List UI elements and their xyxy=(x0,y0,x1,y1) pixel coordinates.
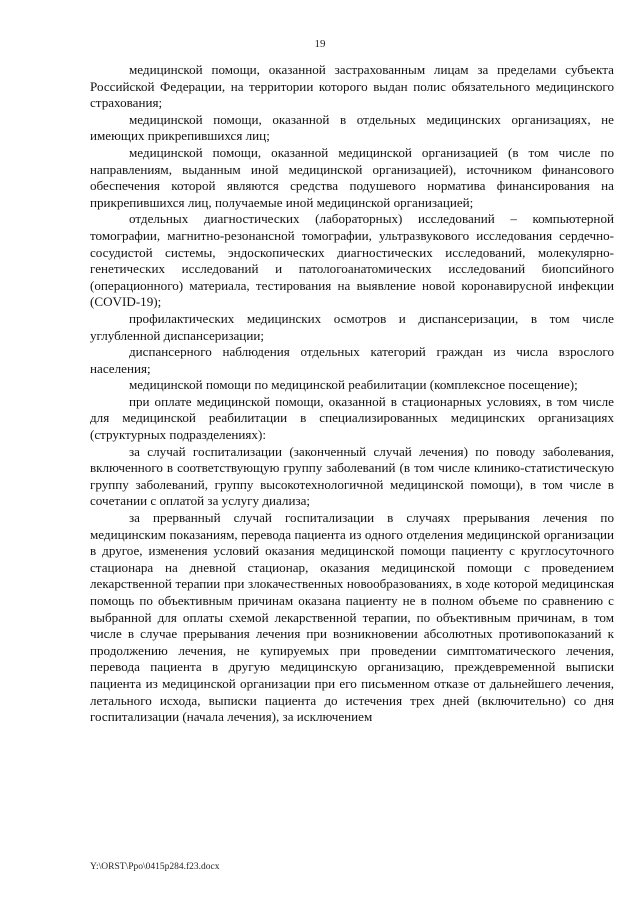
paragraph: при оплате медицинской помощи, оказанной в стационарных условиях, в том числе для медицинской реабилитации в специализированных медицинских организациях (структурных подразделениях): xyxy=(90,393,614,443)
paragraph: отдельных диагностических (лабораторных) исследований – компьютерной томографии, магнитно-резонансной томографии, ультразвукового исследования сердечно-сосудистой системы, эндоскопических диагностических исследований, молекулярно-генетических исследований и патологоанатомических исследований биопсийного (операционного) материала, тестирования на выявление новой коронавирусной инфекции (COVID-19); xyxy=(90,211,614,310)
paragraph: за случай госпитализации (законченный случай лечения) по поводу заболевания, включенного в соответствующую группу заболеваний (в том числе клинико-статистическую группу заболеваний, группу высокотехнологичной медицинской помощи), в том числе в сочетании с оплатой за услугу диализа; xyxy=(90,443,614,509)
page-number: 19 xyxy=(314,38,326,50)
paragraph: медицинской помощи, оказанной застрахованным лицам за пределами субъекта Российской Федерации, на территории которого выдан полис обязательного медицинского страхования; xyxy=(90,62,614,111)
paragraph: медицинской помощи, оказанной в отдельных медицинских организациях, не имеющих прикрепившихся лиц; xyxy=(90,111,614,144)
paragraph: за прерванный случай госпитализации в случаях прерывания лечения по медицинским показаниям, перевода пациента из одного отделения медицинской организации в другое, изменения условий оказания медицинской помощи пациенту с круглосуточного стационара на дневной стационар, оказания медицинской помощи с проведением лекарственной терапии при злокачественных новообразованиях, в ходе которой медицинская помощь по объективным причинам оказана пациенту не в полном объеме по сравнению с выбранной для оплаты схемой лекарственной терапии, по объективным причинам, в том числе в случае прерывания лечения при возникновении абсолютных противопоказаний к продолжению лечения, не купируемых при проведении симптоматического лечения, перевода пациента в другую медицинскую организацию, преждевременной выписки пациента из медицинской организации при его письменном отказе от дальнейшего лечения, летального исхода, выписки пациента до истечения трех дней (включительно) со дня госпитализации (начала лечения), за исключением xyxy=(90,510,614,725)
footer-file-path: Y:\ORST\Ppo\0415p284.f23.docx xyxy=(90,862,220,872)
paragraph: медицинской помощи, оказанной медицинской организацией (в том числе по направлениям, выданным иной медицинской организацией), источником финансового обеспечения которой являются средства подушевого норматива финансирования на прикрепившихся лиц, получаемые иной медицинской организацией; xyxy=(90,144,614,210)
paragraph: медицинской помощи по медицинской реабилитации (комплексное посещение); xyxy=(129,377,578,393)
paragraph: диспансерного наблюдения отдельных категорий граждан из числа взрослого населения; xyxy=(90,344,614,376)
document-body xyxy=(90,62,614,726)
paragraph: профилактических медицинских осмотров и диспансеризации, в том числе углубленной диспансеризации; xyxy=(90,310,614,343)
